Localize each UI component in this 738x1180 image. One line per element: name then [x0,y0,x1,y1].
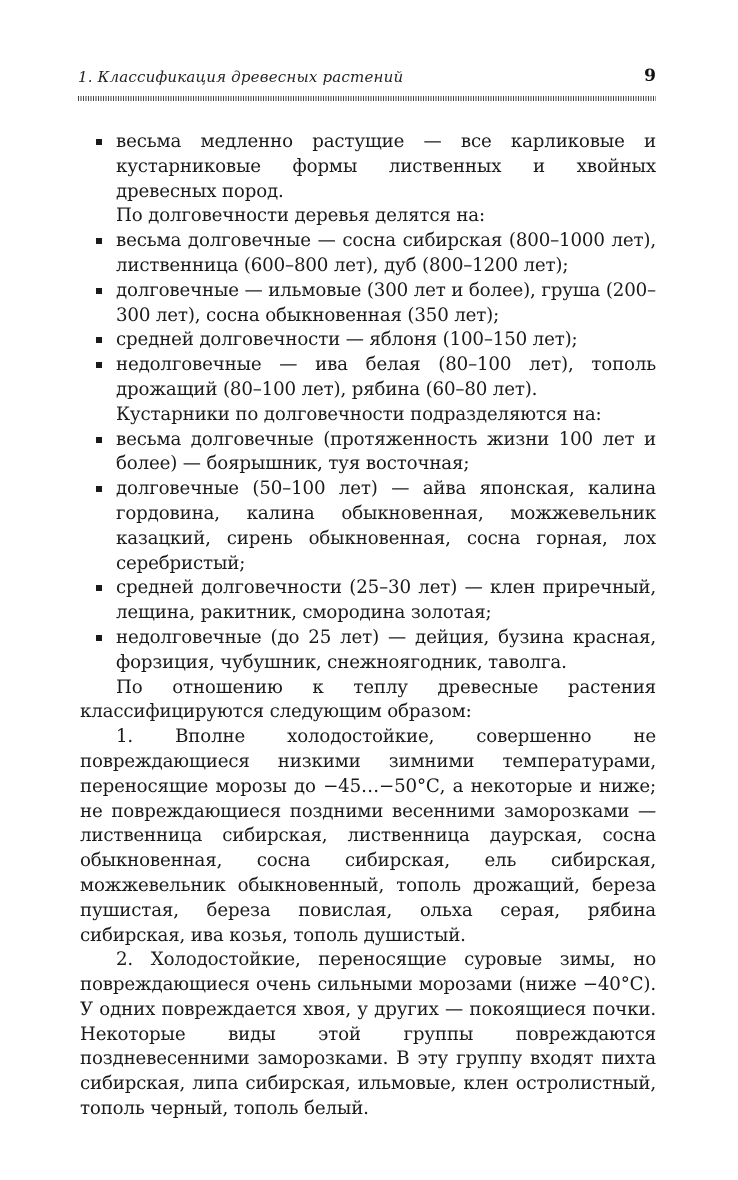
list-item: недолговечные — ива белая (80–100 лет), тополь дрожащий (80–100 лет), рябина (60–80 лет). [80,353,656,403]
chapter-title: 1. Классификация древесных растений [78,68,404,86]
paragraph: 1. Вполне холодостойкие, совершенно не повреждающиеся низкими зимними температурами, переносящие морозы до −45…−50°С, а некоторые и ниже; не повреждающиеся поздними весенними заморозками — лиственница сибирская, лиственница даурская, сосна обыкновенная, сосна сибирская, ель сибирская, можжевельник обыкновенный, тополь дрожащий, береза пушистая, береза повислая, ольха серая, рябина сибирская, ива козья, тополь душистый. [80,726,656,946]
list-item: долговечные (50–100 лет) — айва японская, калина гордовина, калина обыкновенная, можжевельник казацкий, сирень обыкновенная, сосна горная, лох серебристый; [80,477,656,576]
paragraph: По отношению к теплу древесные растения классифицируются следующим образом: [80,676,656,723]
list-item: весьма медленно растущие — все карликовые и кустарниковые формы лиственных и хвойных древесных пород. [80,130,656,204]
list-item: средней долговечности (25–30 лет) — клен приречный, лещина, ракитник, смородина золотая; [80,576,656,626]
body-text [80,130,656,1122]
running-header [78,66,656,90]
paragraph: По долговечности деревья делятся на: [116,205,485,227]
list-item: недолговечные (до 25 лет) — дейция, бузина красная, форзиция, чубушник, снежноягодник, таволга. [80,626,656,676]
list-item: средней долговечности — яблоня (100–150 лет); [80,328,656,353]
list-item: весьма долговечные (протяженность жизни 100 лет и более) — боярышник, туя восточная; [80,428,656,478]
header-rule [78,96,656,101]
paragraph: Кустарники по долговечности подразделяются на: [116,403,602,425]
list-item: долговечные — ильмовые (300 лет и более), груша (200–300 лет), сосна обыкновенная (350 лет); [80,279,656,329]
page-number: 9 [644,66,656,86]
paragraph: 2. Холодостойкие, переносящие суровые зимы, но повреждающиеся очень сильными морозами (ниже −40°С). У одних повреждается хвоя, у других — покоящиеся почки. Некоторые виды этой группы повреждаются поздневесенними заморозками. В эту группу входят пихта сибирская, липа сибирская, ильмовые, клен остролистный, тополь черный, тополь белый. [80,949,656,1120]
list-item: весьма долговечные — сосна сибирская (800–1000 лет), лиственница (600–800 лет), дуб (800–1200 лет); [80,229,656,279]
